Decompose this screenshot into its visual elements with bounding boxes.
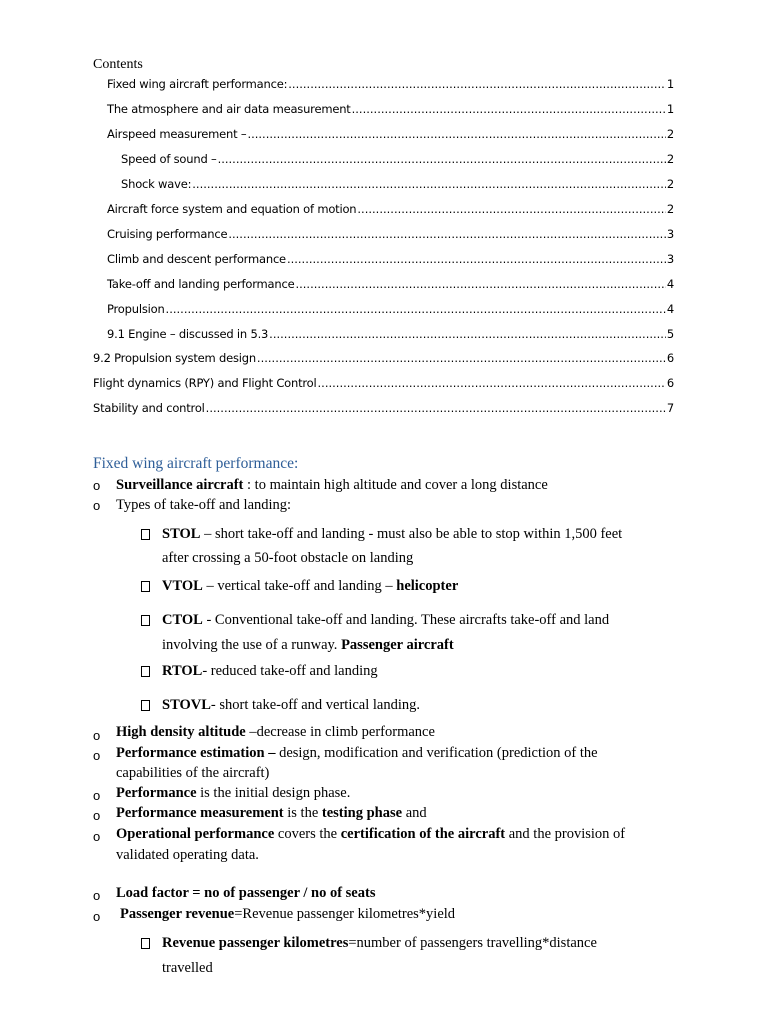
list-item-performance-measurement	[116, 803, 427, 824]
toc-page-number: 1	[666, 102, 674, 116]
toc-entry[interactable]	[121, 151, 674, 167]
list-item-surveillance	[116, 475, 548, 496]
list-item-ctol	[162, 610, 682, 631]
toc-page-number: 4	[666, 302, 674, 316]
toc-entry-label: Climb and descent performance	[107, 252, 286, 266]
toc-page-number: 3	[666, 227, 674, 241]
toc-page-number: 4	[666, 277, 674, 291]
toc-page-number: 7	[666, 401, 674, 415]
toc-entry[interactable]	[107, 126, 674, 142]
text: and	[402, 805, 427, 821]
toc-leader	[287, 251, 666, 267]
term: Performance estimation –	[116, 745, 276, 761]
toc-leader	[257, 350, 666, 366]
text: involving the use of a runway.	[162, 637, 342, 653]
term: Operational performance	[116, 826, 275, 842]
bullet-marker: o	[93, 829, 101, 844]
list-item-operational-performance	[116, 824, 676, 845]
toc-entry-label: 9.2 Propulsion system design	[93, 351, 256, 365]
toc-leader	[295, 276, 665, 292]
toc-entry-label: 9.1 Engine – discussed in 5.3	[107, 327, 269, 341]
list-item-load-factor	[116, 883, 375, 904]
toc-page-number: 3	[666, 252, 674, 266]
missing-glyph-icon	[141, 938, 150, 949]
toc-leader	[166, 301, 666, 317]
term: certification of the aircraft	[340, 826, 506, 842]
term: STOVL	[162, 697, 211, 713]
list-item-rpk-cont: travelled	[162, 960, 213, 976]
toc-entry[interactable]	[107, 326, 674, 342]
toc-entry[interactable]	[93, 375, 674, 391]
bullet-marker: o	[93, 478, 101, 493]
toc-page-number: 2	[666, 177, 674, 191]
bullet-marker: o	[93, 748, 101, 763]
toc-entry-label: Stability and control	[93, 401, 205, 415]
bullet-marker: o	[93, 498, 101, 513]
list-item-ctol-cont	[162, 635, 454, 656]
toc-entry-label: Speed of sound –	[121, 152, 217, 166]
toc-entry[interactable]	[93, 400, 674, 416]
missing-glyph-icon	[141, 529, 150, 540]
list-item-stol-cont: after crossing a 50-foot obstacle on landing	[162, 550, 414, 566]
list-item-performance-estimation-cont: capabilities of the aircraft)	[116, 765, 270, 781]
list-item-stovl	[162, 695, 420, 716]
text: – short take-off and landing - must also be able to stop within 1,500 feet	[200, 526, 623, 542]
bullet-marker: o	[93, 728, 101, 743]
list-item-hda	[116, 722, 435, 743]
list-item-stol	[162, 524, 682, 545]
toc-entry[interactable]	[107, 201, 674, 217]
term: Performance measurement	[116, 805, 284, 821]
toc-entry-label: Cruising performance	[107, 227, 228, 241]
toc-leader	[269, 326, 666, 342]
toc-leader	[206, 400, 666, 416]
text: - Conventional take-off and landing. These aircrafts take-off and land	[202, 612, 610, 628]
toc-entry[interactable]	[107, 226, 674, 242]
text: - reduced take-off and landing	[202, 663, 378, 679]
toc-page-number: 6	[666, 376, 674, 390]
list-item-performance-estimation	[116, 743, 598, 764]
toc-entry-label: The atmosphere and air data measurement	[107, 102, 351, 116]
toc-page-number: 2	[666, 202, 674, 216]
toc-leader	[357, 201, 665, 217]
toc-leader	[318, 375, 666, 391]
toc-entry-label: Take-off and landing performance	[107, 277, 295, 291]
text: : to maintain high altitude and cover a long distance	[243, 477, 548, 493]
term: testing phase	[321, 805, 403, 821]
list-item-rpk	[162, 933, 682, 954]
bullet-marker: o	[93, 888, 101, 903]
term: Performance	[116, 785, 197, 801]
bullet-marker: o	[93, 909, 101, 924]
text: – vertical take-off and landing –	[202, 578, 397, 594]
term: Surveillance aircraft	[116, 477, 244, 493]
toc-leader	[228, 226, 666, 242]
term: Passenger revenue	[120, 906, 235, 922]
bullet-marker: o	[93, 788, 101, 803]
term: High density altitude	[116, 724, 246, 740]
text: =Revenue passenger kilometres*yield	[234, 906, 456, 922]
term: VTOL	[162, 578, 203, 594]
toc-entry-label: Fixed wing aircraft performance:	[107, 77, 288, 91]
toc-leader	[247, 126, 665, 142]
toc-entry[interactable]	[107, 276, 674, 292]
toc-entry-label: Flight dynamics (RPY) and Flight Control	[93, 376, 317, 390]
text: design, modification and verification (prediction of the	[275, 745, 598, 761]
missing-glyph-icon	[141, 615, 150, 626]
text: =number of passengers travelling*distance	[348, 935, 597, 951]
toc-entry[interactable]	[107, 301, 674, 317]
missing-glyph-icon	[141, 700, 150, 711]
term: helicopter	[396, 578, 459, 594]
term: Revenue passenger kilometres	[162, 935, 349, 951]
text: is the	[283, 805, 322, 821]
toc-leader	[192, 176, 666, 192]
list-item-operational-performance-cont: validated operating data.	[116, 847, 259, 863]
text: - short take-off and vertical landing.	[210, 697, 421, 713]
toc-entry-label: Aircraft force system and equation of motion	[107, 202, 357, 216]
bullet-marker: o	[93, 808, 101, 823]
list-item-performance	[116, 783, 350, 804]
toc-entry[interactable]	[107, 251, 674, 267]
text: –decrease in climb performance	[245, 724, 435, 740]
toc-page-number: 2	[666, 152, 674, 166]
toc-entry[interactable]	[107, 101, 674, 117]
toc-entry[interactable]	[93, 350, 674, 366]
term: RTOL	[162, 663, 203, 679]
toc-entry[interactable]	[121, 176, 674, 192]
text: covers the	[274, 826, 341, 842]
toc-leader	[218, 151, 666, 167]
toc-leader	[288, 76, 666, 92]
term: Passenger aircraft	[341, 637, 454, 653]
text: and the provision of	[505, 826, 626, 842]
toc-page-number: 1	[666, 77, 674, 91]
missing-glyph-icon	[141, 581, 150, 592]
toc-page-number: 2	[666, 127, 674, 141]
term: CTOL	[162, 612, 203, 628]
section-heading: Fixed wing aircraft performance:	[93, 455, 299, 472]
toc-entry-label: Airspeed measurement –	[107, 127, 247, 141]
toc-entry-label: Shock wave:	[121, 177, 192, 191]
list-item-passenger-revenue	[120, 904, 455, 925]
list-item-rtol	[162, 661, 378, 682]
text: is the initial design phase.	[196, 785, 351, 801]
term: Load factor = no of passenger / no of seats	[116, 885, 376, 901]
toc-entry-label: Propulsion	[107, 302, 165, 316]
toc-page-number: 5	[666, 327, 674, 341]
term: STOL	[162, 526, 201, 542]
toc-leader	[352, 101, 666, 117]
missing-glyph-icon	[141, 666, 150, 677]
toc-entry[interactable]	[107, 76, 674, 92]
toc-title: Contents	[93, 57, 143, 72]
toc-page-number: 6	[666, 351, 674, 365]
list-item-vtol	[162, 576, 458, 597]
list-item-types: Types of take-off and landing:	[116, 497, 292, 513]
